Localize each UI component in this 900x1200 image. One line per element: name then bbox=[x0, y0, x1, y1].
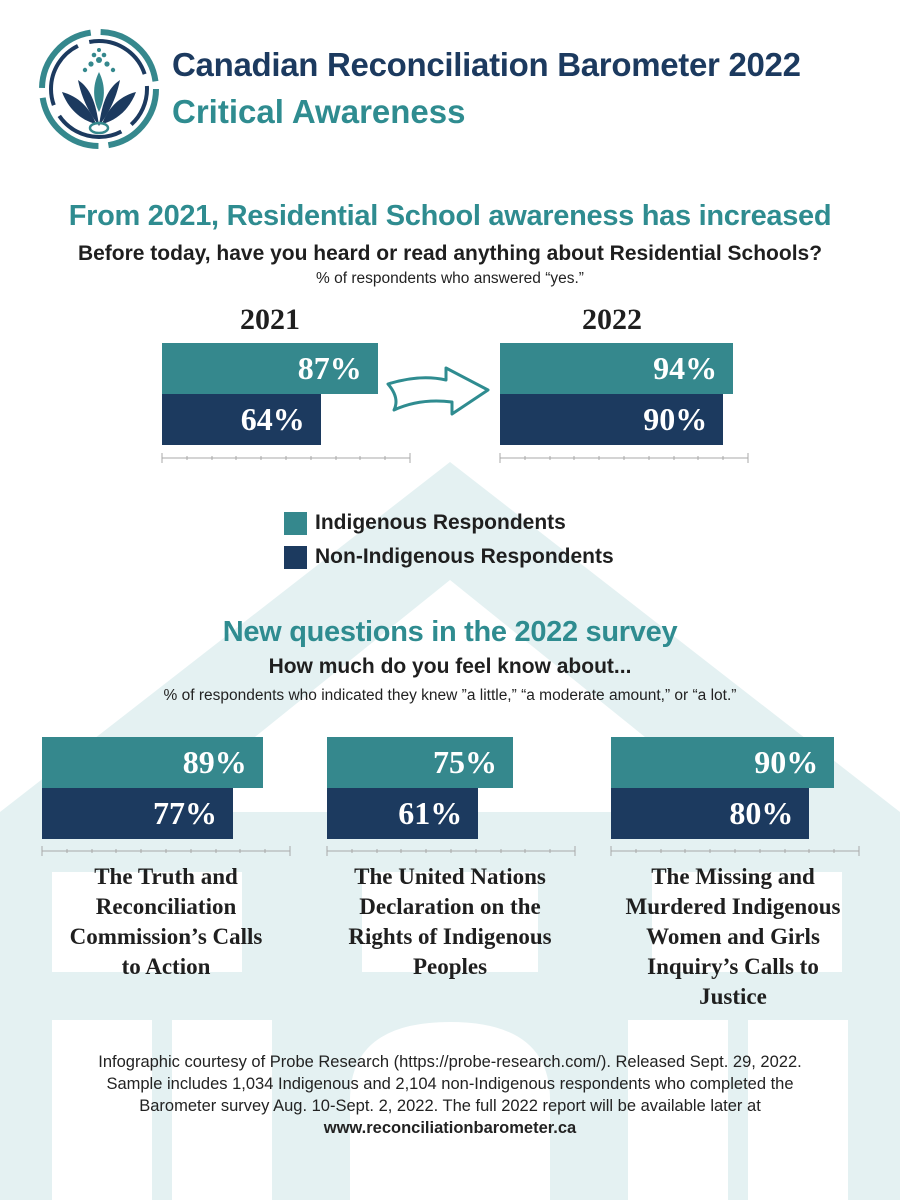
bar-mmiwg-non-indigenous bbox=[611, 788, 809, 839]
topic-label-undrip-line: Peoples bbox=[412, 954, 488, 979]
bar-2021-indigenous bbox=[162, 343, 378, 394]
page-title: Canadian Reconciliation Barometer 2022 bbox=[172, 46, 801, 83]
footer-url-link[interactable]: www.reconciliationbarometer.ca bbox=[323, 1119, 577, 1137]
topic-label-trc bbox=[36, 862, 296, 982]
bar-2022-indigenous bbox=[500, 343, 733, 394]
axis-undrip bbox=[325, 845, 577, 857]
topic-label-mmiwg-line: The Missing and bbox=[651, 864, 815, 889]
section1-heading: From 2021, Residential School awareness has increased bbox=[68, 200, 832, 232]
topic-label-undrip-line: Declaration on the bbox=[359, 894, 541, 919]
topic-label-mmiwg bbox=[603, 862, 863, 1012]
legend-swatch-non-indigenous bbox=[284, 546, 307, 569]
bar-2021-non-indigenous bbox=[162, 394, 321, 445]
section2-heading: New questions in the 2022 survey bbox=[222, 616, 678, 648]
bar-value-2021-indigenous: 87% bbox=[297, 350, 362, 386]
barometer-logo bbox=[38, 28, 160, 150]
footer-line: Barometer survey Aug. 10-Sept. 2, 2022. The full 2022 report will be available later at bbox=[139, 1097, 761, 1115]
topic-label-undrip-line: Rights of Indigenous bbox=[348, 924, 552, 949]
topic-label-trc-line: Commission’s Calls bbox=[69, 924, 263, 949]
bar-value-trc-non-indigenous: 77% bbox=[152, 795, 217, 831]
topic-label-trc-line: Reconciliation bbox=[95, 894, 237, 919]
topic-label-mmiwg-line: Women and Girls bbox=[646, 924, 820, 949]
legend-indigenous bbox=[284, 511, 566, 535]
legend-label-indigenous: Indigenous Respondents bbox=[315, 511, 566, 534]
chart-title-2021: 2021 bbox=[240, 303, 300, 336]
axis-trc bbox=[40, 845, 292, 857]
footer-credits bbox=[30, 1051, 870, 1139]
topic-label-mmiwg-line: Inquiry’s Calls to bbox=[647, 954, 819, 979]
bar-undrip-indigenous bbox=[327, 737, 513, 788]
section1-note: % of respondents who answered “yes.” bbox=[316, 270, 584, 287]
bar-undrip-non-indigenous bbox=[327, 788, 478, 839]
topic-label-mmiwg-line: Justice bbox=[699, 984, 767, 1009]
legend-non-indigenous bbox=[284, 545, 614, 569]
axis-2022 bbox=[498, 452, 750, 464]
bar-value-undrip-non-indigenous: 61% bbox=[398, 795, 463, 831]
bar-value-trc-indigenous: 89% bbox=[182, 744, 247, 780]
bar-mmiwg-indigenous bbox=[611, 737, 834, 788]
legend-label-non-indigenous: Non-Indigenous Respondents bbox=[315, 545, 614, 568]
section1-question: Before today, have you heard or read anything about Residential Schools? bbox=[77, 242, 823, 265]
bar-value-undrip-indigenous: 75% bbox=[433, 744, 497, 780]
footer-line: Infographic courtesy of Probe Research (https://probe-research.com/). Released Sept. 29, 2022. bbox=[98, 1053, 802, 1071]
page-subtitle: Critical Awareness bbox=[172, 93, 466, 130]
bar-2022-non-indigenous bbox=[500, 394, 723, 445]
topic-label-undrip bbox=[320, 862, 580, 982]
bar-value-2021-non-indigenous: 64% bbox=[240, 401, 305, 437]
legend-swatch-indigenous bbox=[284, 512, 307, 535]
increase-arrow-icon bbox=[380, 364, 495, 420]
bar-value-2022-non-indigenous: 90% bbox=[643, 401, 708, 437]
axis-2021 bbox=[160, 452, 412, 464]
topic-label-mmiwg-line: Murdered Indigenous bbox=[625, 894, 841, 919]
chart-title-2022: 2022 bbox=[582, 303, 642, 336]
topic-label-undrip-line: The United Nations bbox=[354, 864, 546, 889]
topic-label-trc-line: to Action bbox=[121, 954, 211, 979]
bar-value-mmiwg-non-indigenous: 80% bbox=[729, 795, 794, 831]
section2-note: % of respondents who indicated they knew ”a little,” “a moderate amount,” or “a lot.” bbox=[163, 687, 737, 704]
section2-question: How much do you feel know about... bbox=[268, 655, 632, 678]
bar-trc-non-indigenous bbox=[42, 788, 233, 839]
axis-mmiwg bbox=[609, 845, 861, 857]
bar-trc-indigenous bbox=[42, 737, 263, 788]
bar-value-2022-indigenous: 94% bbox=[653, 350, 718, 386]
topic-label-trc-line: The Truth and bbox=[94, 864, 238, 889]
footer-line: Sample includes 1,034 Indigenous and 2,104 non-Indigenous respondents who completed the bbox=[106, 1075, 794, 1093]
bar-value-mmiwg-indigenous: 90% bbox=[754, 744, 819, 780]
